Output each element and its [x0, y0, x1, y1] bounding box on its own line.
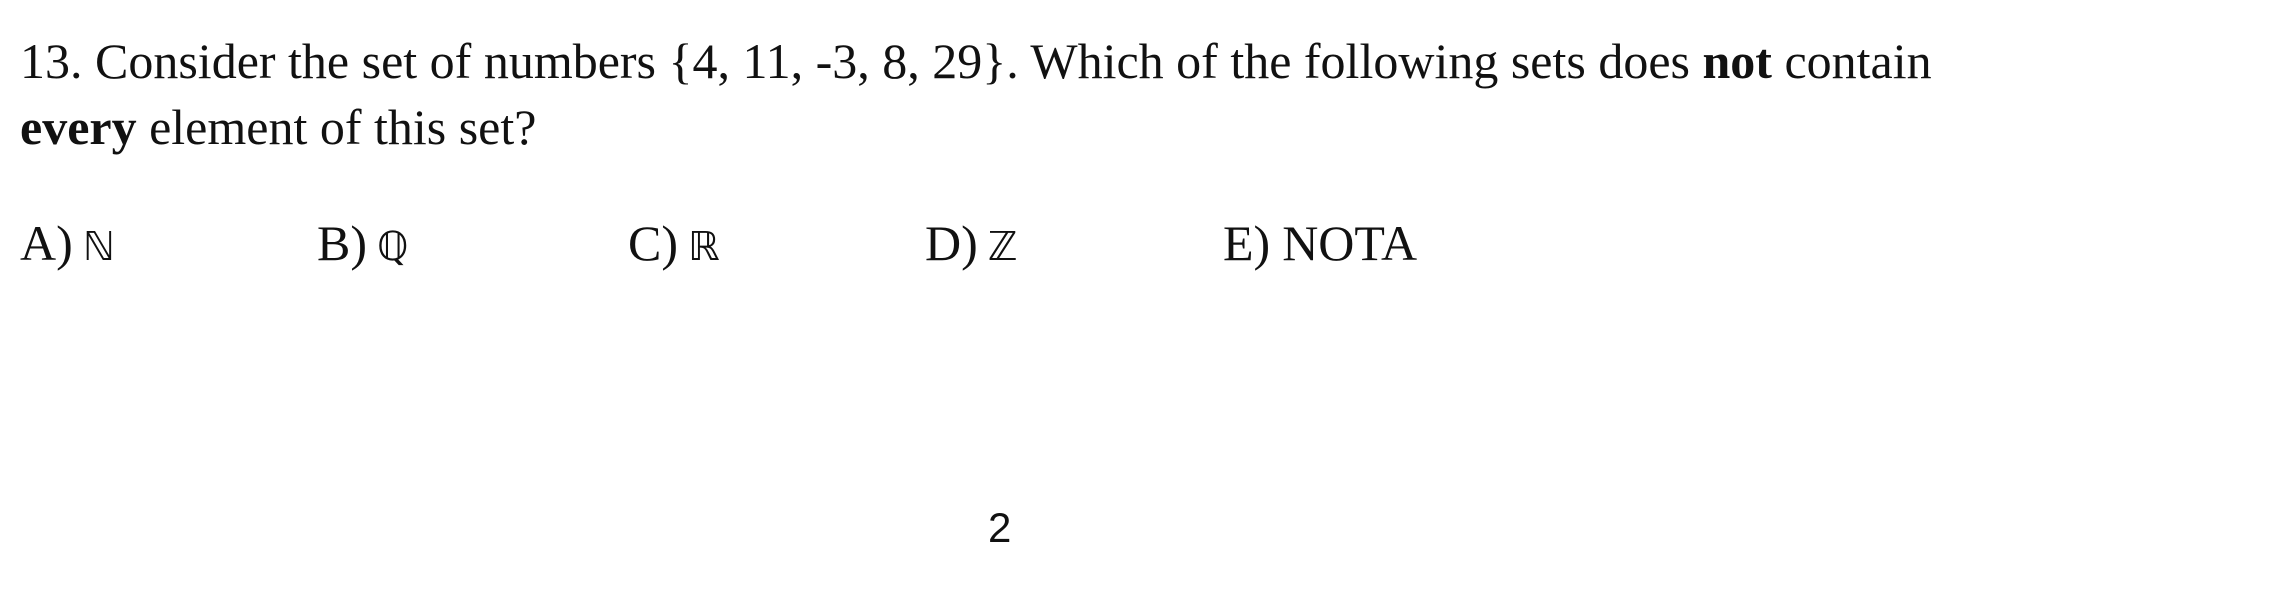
question-body-part3: element of this set?	[149, 99, 537, 155]
question-text	[20, 28, 2220, 160]
choice-d-symbol: ℤ	[987, 224, 1018, 270]
choice-b-letter: B)	[317, 215, 367, 271]
answer-choices	[20, 208, 1520, 278]
choice-c-symbol: ℝ	[688, 224, 720, 270]
choice-d	[925, 208, 1018, 282]
choice-e	[1223, 208, 1417, 278]
question-body-part1: Consider the set of numbers {4, 11, -3, 8, 29}. Which of the following sets does	[95, 33, 1690, 89]
choice-a-letter: A)	[20, 215, 73, 271]
page-number: 2	[988, 504, 1012, 551]
choice-b-symbol: ℚ	[377, 224, 409, 270]
emphasis-every: every	[20, 99, 137, 155]
choice-a	[20, 208, 115, 282]
choice-e-text: NOTA	[1282, 215, 1418, 271]
choice-b	[317, 208, 408, 282]
question-number: 13.	[20, 33, 83, 89]
choice-c-letter: C)	[628, 215, 678, 271]
emphasis-not: not	[1702, 33, 1772, 89]
choice-a-symbol: ℕ	[82, 224, 115, 270]
choice-c	[628, 208, 720, 282]
choice-e-letter: E)	[1223, 215, 1271, 271]
question-body-part2: contain	[1784, 33, 1932, 89]
choice-d-letter: D)	[925, 215, 978, 271]
